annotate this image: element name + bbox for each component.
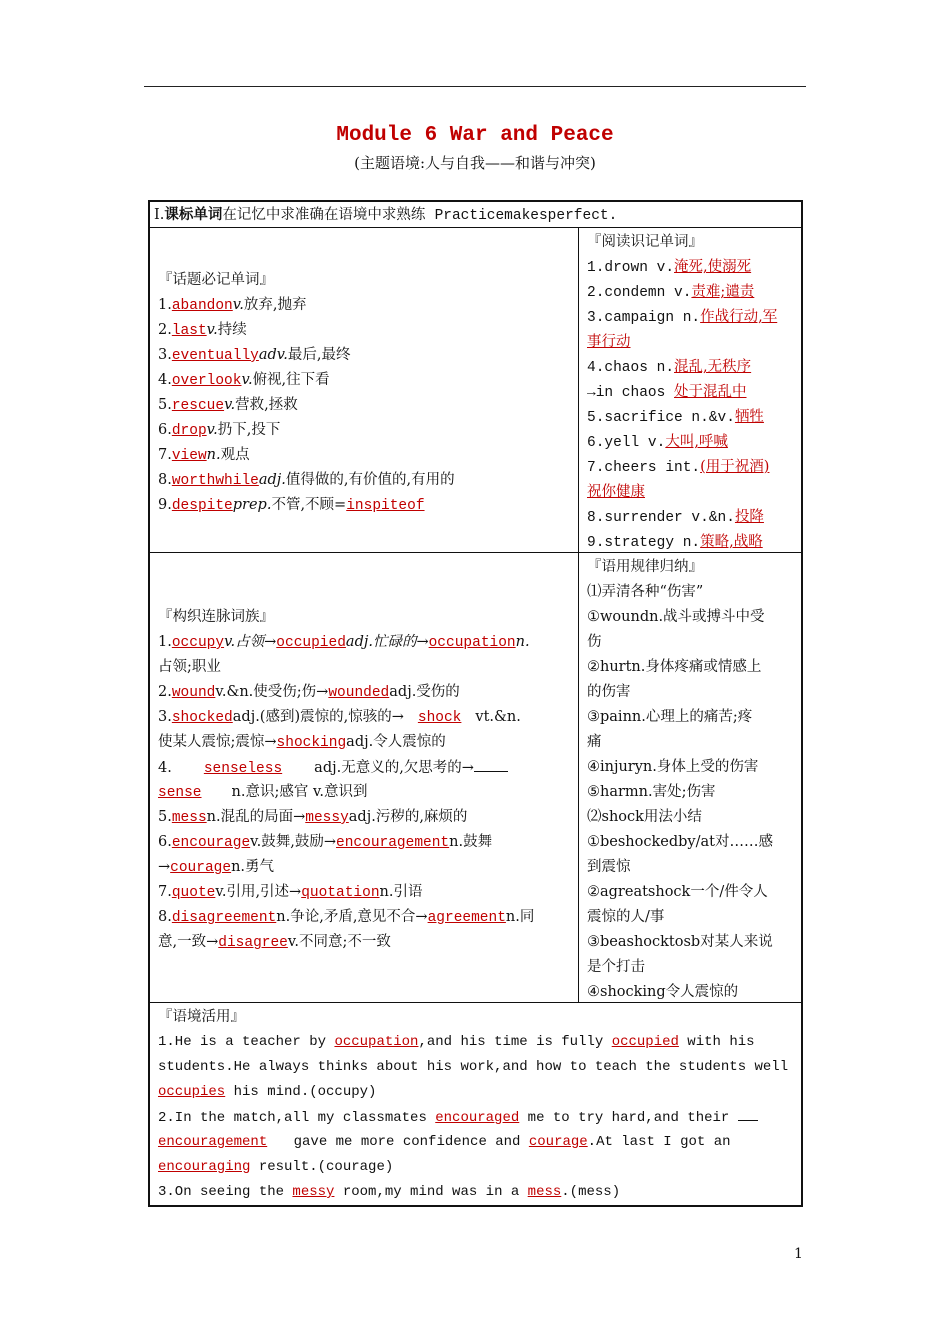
family-line-2 xyxy=(158,682,460,703)
text-fragment: adj.污秽的,麻烦的 xyxy=(348,809,468,825)
text-fragment: with his xyxy=(678,1034,755,1050)
section-desc: 在记忆中求准确在语境中求熟练 xyxy=(222,207,426,223)
answer-word: sense xyxy=(158,785,202,801)
text-fragment: 3. xyxy=(158,347,172,363)
section-header xyxy=(154,205,617,226)
text-fragment: →in chaos xyxy=(587,385,675,401)
text-fragment: adj.无意义的,欠思考的→ xyxy=(314,760,474,776)
text-fragment: room,my mind was in a xyxy=(334,1184,528,1200)
usage-line: ③beashocktosb对某人来说 xyxy=(587,934,773,950)
answer-word: messy xyxy=(292,1184,335,1200)
topic-heading: 『话题必记单词』 xyxy=(158,272,274,288)
text-fragment: 8.surrender v.&n. xyxy=(587,510,735,526)
answer-word: wound xyxy=(171,685,216,701)
family-line-3b xyxy=(158,732,446,753)
answer-word: overlook xyxy=(171,373,242,389)
text-fragment: .(mess) xyxy=(561,1184,621,1200)
text-fragment: 1. xyxy=(158,634,172,650)
topic-word-item xyxy=(158,445,250,466)
text-fragment: 观点 xyxy=(220,447,250,463)
answer-word: encouragement xyxy=(336,835,450,851)
reading-word-item xyxy=(587,482,645,503)
reading-word-item xyxy=(587,407,764,428)
text-fragment: n. xyxy=(206,447,221,463)
text-fragment: 意,一致→ xyxy=(158,934,219,950)
text-fragment: n. xyxy=(515,634,530,650)
text-fragment: v. xyxy=(206,422,218,438)
text-fragment: ,and his time is fully xyxy=(418,1034,612,1050)
text-fragment: n.鼓舞 xyxy=(449,834,493,850)
text-fragment: 俯视,往下看 xyxy=(252,372,330,388)
family-line-8b xyxy=(158,932,391,953)
text-fragment: .At last I got an xyxy=(587,1134,731,1150)
text-fragment: adj.令人震惊的 xyxy=(346,734,446,750)
family-heading: 『构织连脉词族』 xyxy=(158,609,274,625)
answer-word: last xyxy=(171,323,207,339)
family-line-7 xyxy=(158,882,422,903)
text-fragment: n.引语 xyxy=(379,884,423,900)
reading-word-item xyxy=(587,332,631,353)
text-fragment: 扔下,投下 xyxy=(217,422,281,438)
answer-word: 祝你健康 xyxy=(587,484,645,500)
answer-word: abandon xyxy=(171,298,233,314)
answer-word: senseless xyxy=(203,761,283,777)
context-sentence-2 xyxy=(158,1107,758,1128)
answer-word: 事行动 xyxy=(587,334,631,350)
text-fragment: 3.On seeing the xyxy=(158,1184,293,1200)
usage-line: 到震惊 xyxy=(587,859,631,875)
usage-line: ②hurtn.身体疼痛或情感上 xyxy=(587,659,762,675)
answer-word: 作战行动,军 xyxy=(700,309,778,325)
family-line-4 xyxy=(158,757,508,779)
topic-word-item xyxy=(158,320,247,341)
text-fragment: v.占领→ xyxy=(224,634,277,650)
text-fragment: v. xyxy=(206,322,218,338)
reading-word-item xyxy=(587,507,764,528)
table-divider xyxy=(148,1002,803,1003)
family-line-5 xyxy=(158,807,467,828)
text-fragment: adj.受伤的 xyxy=(389,684,460,700)
text-fragment: 1. xyxy=(158,297,172,313)
text-fragment: n.同 xyxy=(505,909,535,925)
text-fragment: gave me more confidence and xyxy=(285,1134,529,1150)
context-sentence-1 xyxy=(158,1032,755,1052)
answer-word: mess xyxy=(527,1184,562,1200)
usage-line: 的伤害 xyxy=(587,684,631,700)
section-number: Ⅰ. xyxy=(154,207,165,223)
reading-word-item xyxy=(587,432,728,453)
header-rule xyxy=(144,86,806,87)
family-line-6 xyxy=(158,832,492,853)
usage-line: ②agreatshock一个/件令人 xyxy=(587,884,768,900)
answer-word: occupies xyxy=(158,1084,226,1100)
answer-word: shocking xyxy=(276,735,347,751)
usage-line: 是个打击 xyxy=(587,959,645,975)
answer-word: quote xyxy=(171,885,216,901)
answer-word: occupy xyxy=(171,635,225,651)
family-line-6b xyxy=(158,857,274,878)
text-fragment: 9. xyxy=(158,497,172,513)
text-fragment: 放弃,抛弃 xyxy=(243,297,307,313)
topic-word-item xyxy=(158,495,425,516)
answer-blank xyxy=(474,757,508,772)
topic-word-item xyxy=(158,395,298,416)
answer-word: disagree xyxy=(218,935,288,951)
answer-word: 处于混乱中 xyxy=(674,384,747,400)
text-fragment: 4.chaos n. xyxy=(587,360,675,376)
text-fragment: 2. xyxy=(158,322,172,338)
topic-word-item xyxy=(158,420,280,441)
text-fragment: v. xyxy=(241,372,253,388)
text-fragment: 9.strategy n. xyxy=(587,535,701,551)
text-fragment: 2.condemn v. xyxy=(587,285,692,301)
answer-word: 投降 xyxy=(734,509,764,525)
answer-word: worthwhile xyxy=(171,473,259,489)
answer-word: courage xyxy=(170,860,232,876)
answer-word: quotation xyxy=(301,885,380,901)
answer-word: 混乱,无秩序 xyxy=(674,359,752,375)
section-label: 课标单词 xyxy=(164,206,223,223)
answer-word: 牺牲 xyxy=(734,409,764,425)
text-fragment: result.(courage) xyxy=(250,1159,394,1175)
context-sentence-2b xyxy=(158,1132,731,1152)
answer-word: view xyxy=(171,448,207,464)
answer-word: eventually xyxy=(171,348,259,364)
text-fragment: v.不同意;不一致 xyxy=(287,934,391,950)
answer-word: 大叫,呼喊 xyxy=(665,434,728,450)
text-fragment: 7.cheers int. xyxy=(587,460,701,476)
reading-word-item xyxy=(587,307,777,328)
answer-word: rescue xyxy=(171,398,225,414)
answer-word: occupied xyxy=(276,635,346,651)
text-fragment: 6. xyxy=(158,834,172,850)
answer-word: encouragement xyxy=(158,1134,268,1150)
answer-word: drop xyxy=(171,423,207,439)
family-line-1 xyxy=(158,632,530,653)
reading-heading: 『阅读识记单词』 xyxy=(587,234,703,250)
answer-word: despite xyxy=(171,498,233,514)
answer-word: 责难;谴责 xyxy=(691,284,755,300)
usage-line: ①woundn.战斗或搏斗中受 xyxy=(587,609,765,625)
text-fragment: n.争论,矛盾,意见不合→ xyxy=(276,909,428,925)
family-line-4b xyxy=(158,782,368,803)
text-fragment: n.意识;感官 v.意识到 xyxy=(231,784,368,800)
table-divider xyxy=(148,227,803,228)
answer-word: occupation xyxy=(334,1034,419,1050)
text-fragment: v.鼓舞,鼓励→ xyxy=(250,834,337,850)
answer-word: encouraging xyxy=(158,1159,251,1175)
text-fragment: 持续 xyxy=(217,322,247,338)
text-fragment: adj.(感到)震惊的,惊骇的→ xyxy=(232,709,404,725)
answer-word: inspiteof xyxy=(346,498,425,514)
text-fragment: adj. xyxy=(258,472,286,488)
family-line-3 xyxy=(158,707,521,728)
text-fragment: 1.He is a teacher by xyxy=(158,1034,335,1050)
usage-line: 痛 xyxy=(587,734,602,750)
text-fragment: v. xyxy=(224,397,236,413)
text-fragment: 5.sacrifice n.&v. xyxy=(587,410,735,426)
answer-word: mess xyxy=(171,810,207,826)
topic-word-item xyxy=(158,345,350,366)
text-fragment: 4. xyxy=(158,372,172,388)
usage-line: ③painn.心理上的痛苦;疼 xyxy=(587,709,753,725)
text-fragment: 6.yell v. xyxy=(587,435,666,451)
family-line-1b xyxy=(158,657,221,677)
text-fragment: adj.忙碌的→ xyxy=(345,634,429,650)
reading-word-item xyxy=(587,382,747,403)
section-motto: Practicemakesperfect. xyxy=(434,208,618,224)
answer-word: encourage xyxy=(171,835,251,851)
answer-word: 淹死,使溺死 xyxy=(674,259,752,275)
text-fragment: → xyxy=(158,859,171,875)
reading-word-item xyxy=(587,532,763,553)
text-fragment: 最后,最终 xyxy=(287,347,351,363)
text-fragment: 8. xyxy=(158,472,172,488)
text-fragment: 使某人震惊;震惊→ xyxy=(158,734,277,750)
text-fragment: 6. xyxy=(158,422,172,438)
family-line-8 xyxy=(158,907,534,928)
text-fragment: students.He always thinks about his work,and how to teach the students well xyxy=(158,1059,789,1075)
table-divider xyxy=(578,227,579,1002)
text-fragment: 不管,不顾= xyxy=(271,497,347,513)
text-fragment: 值得做的,有价值的,有用的 xyxy=(285,472,455,488)
page-subtitle: (主题语境:人与自我——和谐与冲突) xyxy=(354,154,596,172)
text-fragment: vt.&n. xyxy=(475,709,521,725)
reading-word-item xyxy=(587,457,769,478)
topic-word-item xyxy=(158,295,306,316)
usage-line: ⑵shock用法小结 xyxy=(587,809,702,825)
answer-word: disagreement xyxy=(171,910,277,926)
topic-word-item xyxy=(158,470,455,491)
context-sentence-2c xyxy=(158,1157,393,1177)
usage-heading: 『语用规律归纳』 xyxy=(587,559,703,575)
text-fragment: 7. xyxy=(158,447,172,463)
text-fragment: 7. xyxy=(158,884,172,900)
text-fragment: 占领;职业 xyxy=(158,659,221,675)
text-fragment: v.&n.使受伤;伤→ xyxy=(215,684,329,700)
text-fragment: v.引用,引述→ xyxy=(215,884,302,900)
reading-word-item xyxy=(587,357,751,378)
page-title: Module 6 War and Peace xyxy=(336,124,614,147)
text-fragment: 营救,拯救 xyxy=(235,397,298,413)
answer-word: shocked xyxy=(171,710,233,726)
topic-word-item xyxy=(158,370,330,391)
usage-line: ⑴弄清各种“伤害” xyxy=(587,584,704,600)
answer-word: 策略,战略 xyxy=(700,534,763,550)
text-fragment: me to try hard,and their xyxy=(519,1110,738,1126)
text-fragment: 3. xyxy=(158,709,172,725)
text-fragment: n.混乱的局面→ xyxy=(206,809,306,825)
answer-word: wounded xyxy=(328,685,390,701)
text-fragment: adv. xyxy=(258,347,288,363)
text-fragment: 5. xyxy=(158,809,172,825)
text-fragment: n.勇气 xyxy=(231,859,275,875)
text-fragment: prep. xyxy=(232,497,272,513)
usage-line: 震惊的人/事 xyxy=(587,909,665,925)
answer-word: encouraged xyxy=(435,1110,520,1126)
reading-word-item xyxy=(587,282,754,303)
answer-word: occupied xyxy=(611,1034,679,1050)
answer-word: agreement xyxy=(427,910,506,926)
text-fragment: 3.campaign n. xyxy=(587,310,701,326)
answer-word: courage xyxy=(528,1134,588,1150)
usage-line: ⑤harmn.害处;伤害 xyxy=(587,784,716,800)
usage-line: ④injuryn.身体上受的伤害 xyxy=(587,759,759,775)
usage-line: ①beshockedby/at对……感 xyxy=(587,834,773,850)
text-fragment: 5. xyxy=(158,397,172,413)
context-sentence-1b xyxy=(158,1057,788,1077)
text-fragment: 4. xyxy=(158,760,172,776)
usage-line: 伤 xyxy=(587,634,602,650)
text-fragment: 2. xyxy=(158,684,172,700)
answer-word: shock xyxy=(417,710,462,726)
answer-blank xyxy=(738,1107,758,1121)
context-sentence-3 xyxy=(158,1182,620,1202)
context-heading: 『语境活用』 xyxy=(158,1009,245,1025)
text-fragment: v. xyxy=(232,297,244,313)
answer-word: occupation xyxy=(428,635,516,651)
text-fragment: 1.drown v. xyxy=(587,260,675,276)
reading-word-item xyxy=(587,257,751,278)
answer-word: messy xyxy=(305,810,349,826)
text-fragment: 8. xyxy=(158,909,172,925)
context-sentence-1c xyxy=(158,1082,376,1102)
answer-word: (用于祝酒) xyxy=(700,459,770,475)
usage-line: ④shocking令人震惊的 xyxy=(587,984,739,1000)
page-number: 1 xyxy=(794,1246,803,1262)
text-fragment: 2.In the match,all my classmates xyxy=(158,1110,436,1126)
text-fragment: his mind.(occupy) xyxy=(225,1084,377,1100)
